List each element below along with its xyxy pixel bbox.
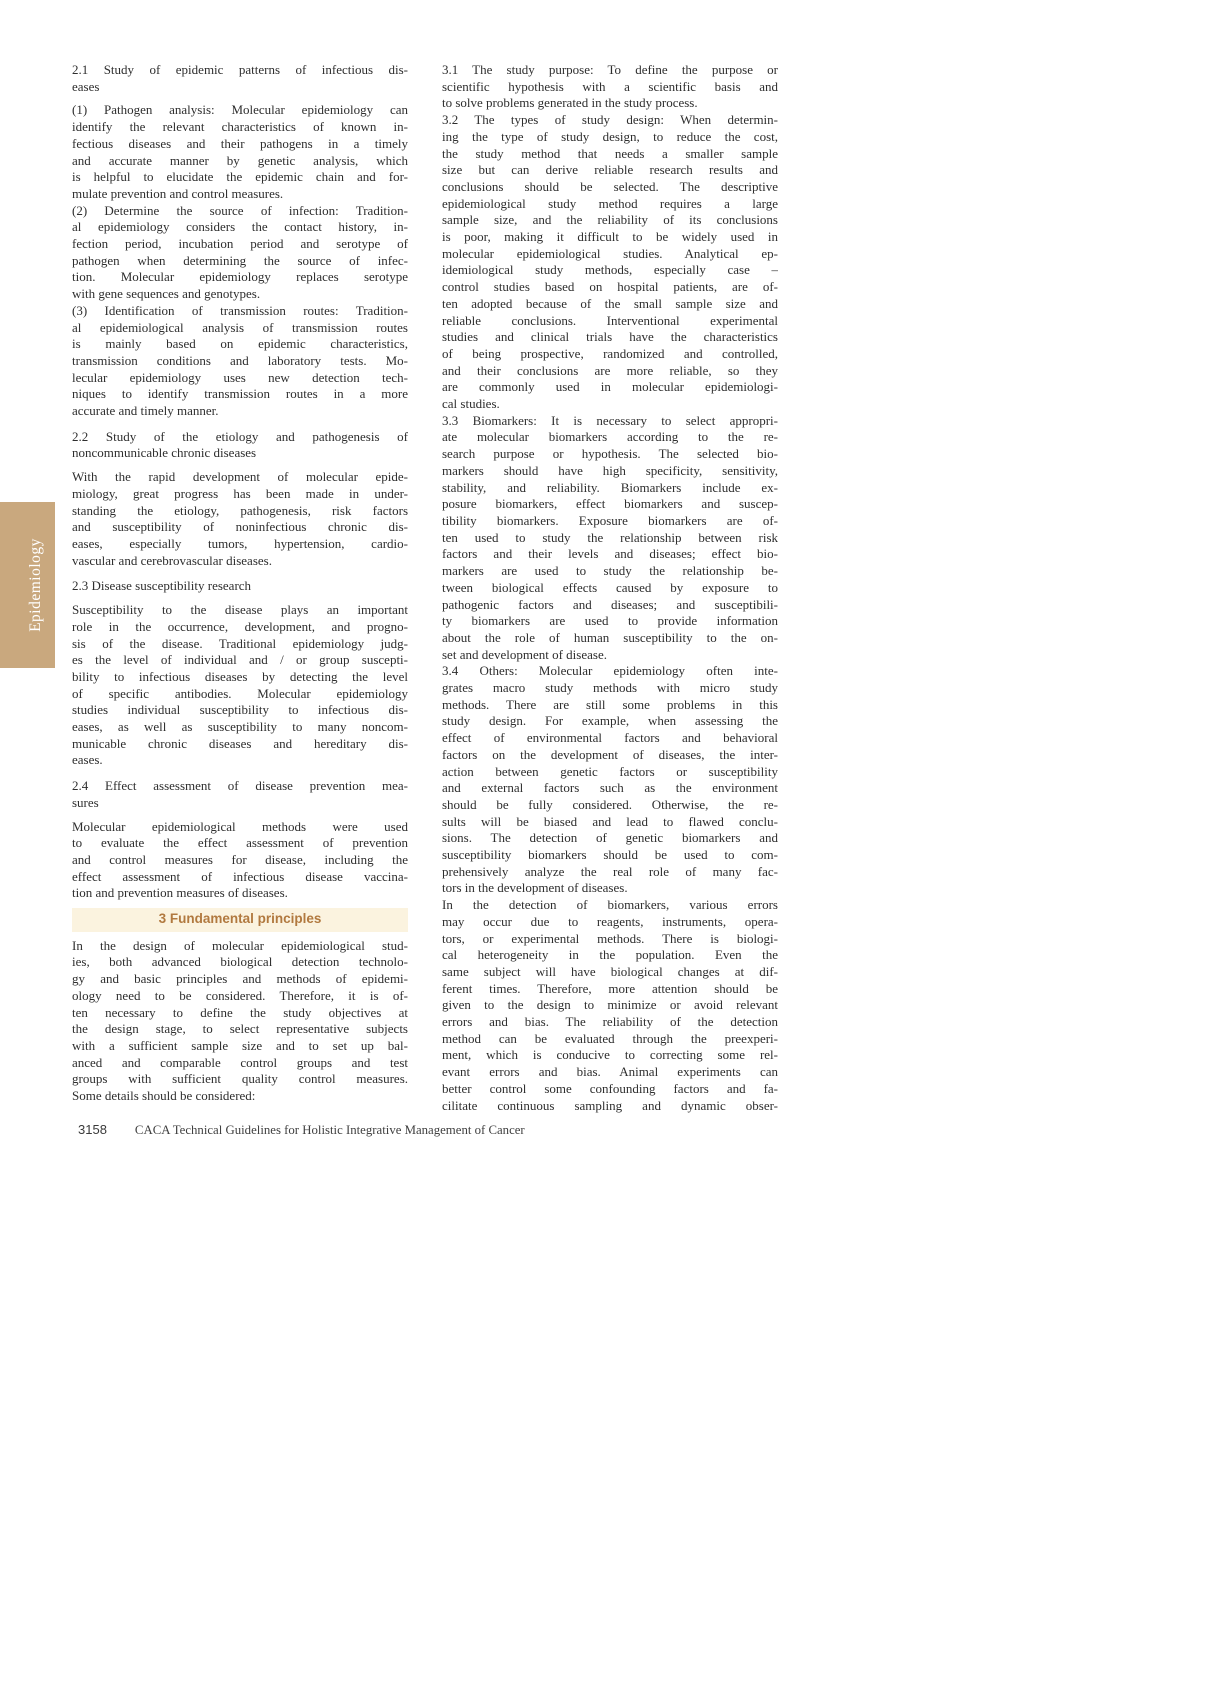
section-heading [72, 908, 408, 932]
text-line: action between genetic factors or susceptibility [442, 763, 778, 779]
text-line: vascular and cerebrovascular diseases. [72, 552, 272, 568]
paragraph [72, 303, 408, 420]
text-line: of being prospective, randomized and controlled, [442, 345, 778, 361]
text-line: ferent times. Therefore, more attention should be [442, 980, 778, 996]
text-line: size but can derive reliable research results and [442, 162, 778, 178]
text-line: al epidemiology considers the contact history, in- [72, 219, 408, 235]
paragraph [72, 938, 408, 1105]
text-line: 2.1 Study of epidemic patterns of infectious dis- [72, 62, 408, 77]
text-line: pathogenic factors and diseases; and susceptibili- [442, 596, 778, 612]
text-line: is helpful to elucidate the epidemic chain and for- [72, 169, 408, 185]
text-line: molecular epidemiological studies. Analytical ep- [442, 245, 778, 261]
text-line: may occur due to reagents, instruments, opera- [442, 913, 778, 929]
text-line: to evaluate the effect assessment of prevention [72, 835, 408, 851]
subsection-heading [72, 578, 408, 595]
text-line: conclusions should be selected. The descriptive [442, 178, 778, 194]
text-line: should be fully considered. Otherwise, the re- [442, 796, 778, 812]
text-line: evant errors and bias. Animal experiments can [442, 1064, 778, 1080]
text-line: standing the etiology, pathogenesis, risk factors [72, 502, 408, 518]
text-line: With the rapid development of molecular epide- [72, 469, 408, 485]
paragraph [72, 602, 408, 769]
text-line: is poor, making it difficult to be widely used in [442, 229, 778, 245]
text-line: 2.4 Effect assessment of disease prevention mea- [72, 778, 408, 794]
text-line: study design. For example, when assessing the [442, 713, 778, 729]
text-line: 3.3 Biomarkers: It is necessary to select appropri- [442, 412, 778, 428]
text-line: mulate prevention and control measures. [72, 185, 284, 201]
text-line: Some details should be considered: [72, 1088, 256, 1104]
text-line: tors, or experimental methods. There is biologi- [442, 930, 778, 946]
page-footer [78, 1121, 525, 1139]
subsection-heading [72, 62, 408, 95]
text-line: about the role of human susceptibility to the on- [442, 629, 778, 645]
paragraph [72, 819, 408, 903]
text-line: prehensively analyze the real role of many fac- [442, 863, 778, 879]
text-line: eases [72, 78, 100, 94]
text-line: ate molecular biomarkers according to the re- [442, 429, 778, 445]
text-line: sis of the disease. Traditional epidemiology judg- [72, 635, 408, 651]
text-line: effect of environmental factors and behavioral [442, 730, 778, 746]
text-line: al epidemiological analysis of transmission routes [72, 319, 408, 335]
text-line: cilitate continuous sampling and dynamic obser- [442, 1097, 778, 1113]
text-line: to solve problems generated in the study process. [442, 95, 698, 111]
text-line: ten adopted because of the small sample size and [442, 295, 778, 311]
text-line: the design stage, to select representative subjects [72, 1021, 408, 1037]
text-line: tion. Molecular epidemiology replaces serotype [72, 269, 408, 285]
text-line: better control some confounding factors and fa- [442, 1080, 778, 1096]
text-line: the study method that needs a smaller sample [442, 145, 778, 161]
text-line: ing the type of study design, to reduce the cost, [442, 128, 778, 144]
text-line: eases, especially tumors, hypertension, cardio- [72, 535, 408, 551]
text-line: 3 Fundamental principles [158, 911, 322, 927]
text-line: In the design of molecular epidemiological stud- [72, 937, 408, 953]
text-line: lecular epidemiology uses new detection tech- [72, 369, 408, 385]
text-line: cal studies. [442, 396, 500, 412]
text-line: and their conclusions are more reliable, so they [442, 362, 778, 378]
text-line: fection period, incubation period and serotype of [72, 236, 408, 252]
text-line: fectious diseases and their pathogens in a timely [72, 135, 408, 151]
footer-running-title: CACA Technical Guidelines for Holistic Integrative Management of Cancer [134, 1123, 525, 1137]
text-line: (2) Determine the source of infection: Tradition- [72, 202, 408, 218]
text-line: stability, and reliability. Biomarkers include ex- [442, 479, 778, 495]
text-line: factors and their levels and diseases; effect bio- [442, 546, 778, 562]
text-line: transmission conditions and laboratory tests. Mo- [72, 352, 408, 368]
text-line: (3) Identification of transmission routes: Tradition- [72, 302, 408, 318]
text-line: and accurate manner by genetic analysis, which [72, 152, 408, 168]
text-line: Susceptibility to the disease plays an important [72, 602, 408, 618]
text-line: ten necessary to define the study objectives at [72, 1004, 408, 1020]
text-line: 3.2 The types of study design: When determin- [442, 112, 778, 128]
text-line: cal heterogeneity in the population. Even the [442, 947, 778, 963]
text-line: 3.4 Others: Molecular epidemiology often inte- [442, 663, 778, 679]
text-line: municable chronic diseases and hereditary dis- [72, 735, 408, 751]
text-line: ty biomarkers are used to provide information [442, 613, 778, 629]
paragraph [442, 897, 778, 1114]
text-line: tibility biomarkers. Exposure biomarkers are of- [442, 512, 778, 528]
text-line: niques to identify transmission routes in a more [72, 386, 408, 402]
text-line: factors on the development of diseases, the inter- [442, 746, 778, 762]
text-line: Molecular epidemiological methods were used [72, 818, 408, 834]
page-content [72, 62, 778, 1114]
text-line: 2.3 Disease susceptibility research [72, 578, 252, 594]
text-line: sample size, and the reliability of its conclusions [442, 212, 778, 228]
text-line: sures [72, 794, 99, 810]
right-column [442, 62, 778, 1114]
text-line: noncommunicable chronic diseases [72, 445, 257, 461]
subsection-heading [72, 778, 408, 811]
text-line: grates macro study methods with micro study [442, 680, 778, 696]
text-line: tion and prevention measures of diseases. [72, 885, 288, 901]
text-line: (1) Pathogen analysis: Molecular epidemiology can [72, 102, 408, 118]
text-line: scientific hypothesis with a scientific basis and [442, 78, 778, 94]
paragraph [442, 413, 778, 664]
text-line: ies, both advanced biological detection technolo- [72, 954, 408, 970]
text-line: with gene sequences and genotypes. [72, 286, 261, 302]
text-line: epidemiological study method requires a large [442, 195, 778, 211]
text-line: miology, great progress has been made in under- [72, 485, 408, 501]
text-line: markers are used to study the relationship be- [442, 563, 778, 579]
text-line: bility to infectious diseases by detecting the level [72, 668, 408, 684]
text-line: pathogen when determining the source of infec- [72, 252, 408, 268]
text-line: 2.2 Study of the etiology and pathogenesis of [72, 428, 408, 444]
text-line: posure biomarkers, effect biomarkers and suscep- [442, 496, 778, 512]
text-line: given to the design to minimize or avoid relevant [442, 997, 778, 1013]
text-line: 3.1 The study purpose: To define the purpose or [442, 62, 778, 77]
text-line: of specific antibodies. Molecular epidemiology [72, 685, 408, 701]
text-line: are commonly used in molecular epidemiologi- [442, 379, 778, 395]
text-line: gy and basic principles and methods of epidemi- [72, 971, 408, 987]
text-line: eases. [72, 752, 103, 768]
text-line: sults will be biased and lead to flawed conclu- [442, 813, 778, 829]
text-line: control studies based on hospital patients, are of- [442, 279, 778, 295]
text-line: search purpose or hypothesis. The selected bio- [442, 446, 778, 462]
text-line: studies individual susceptibility to infectious dis- [72, 702, 408, 718]
text-line: with a sufficient sample size and to set up bal- [72, 1037, 408, 1053]
page-number: 3158 [78, 1122, 107, 1137]
subsection-heading [72, 429, 408, 462]
text-line: methods. There are still some problems in this [442, 696, 778, 712]
paragraph [442, 663, 778, 897]
text-line: set and development of disease. [442, 646, 607, 662]
text-line: tween biological effects caused by exposure to [442, 579, 778, 595]
text-line: and external factors such as the environment [442, 780, 778, 796]
text-line: method can be evaluated through the preexperi- [442, 1030, 778, 1046]
text-line: eases, as well as susceptibility to many noncom- [72, 719, 408, 735]
text-line: accurate and timely manner. [72, 403, 219, 419]
text-line: sions. The detection of genetic biomarkers and [442, 830, 778, 846]
text-line: es the level of individual and / or group suscepti- [72, 652, 408, 668]
chapter-edge-tab [0, 502, 55, 668]
text-line: ology need to be considered. Therefore, it is of- [72, 987, 408, 1003]
text-line: identify the relevant characteristics of known in- [72, 119, 408, 135]
paragraph [72, 102, 408, 202]
left-column [72, 62, 408, 1114]
text-line: effect assessment of infectious disease vaccina- [72, 868, 408, 884]
paragraph [442, 62, 778, 112]
text-line: groups with sufficient quality control measures. [72, 1071, 408, 1087]
text-line: anced and comparable control groups and test [72, 1054, 408, 1070]
paragraph [72, 203, 408, 303]
text-line: tors in the development of diseases. [442, 880, 628, 896]
paragraph [72, 469, 408, 569]
text-line: role in the occurrence, development, and progno- [72, 618, 408, 634]
text-line: susceptibility biomarkers should be used to com- [442, 847, 778, 863]
text-line: ment, which is conducive to correcting some rel- [442, 1047, 778, 1063]
text-line: errors and bias. The reliability of the detection [442, 1014, 778, 1030]
chapter-tab-label: Epidemiology [27, 538, 44, 632]
text-line: idemiological study methods, especially case – [442, 262, 778, 278]
text-line: markers should have high specificity, sensitivity, [442, 462, 778, 478]
text-line: is mainly based on epidemic characteristics, [72, 336, 408, 352]
text-line: In the detection of biomarkers, various errors [442, 897, 778, 913]
text-line: and control measures for disease, including the [72, 851, 408, 867]
text-line: and susceptibility of noninfectious chronic dis- [72, 519, 408, 535]
text-line: ten used to study the relationship between risk [442, 529, 778, 545]
text-line: same subject will have biological changes at dif- [442, 963, 778, 979]
paragraph [442, 112, 778, 413]
text-line: studies and clinical trials have the characteristics [442, 329, 778, 345]
text-line: reliable conclusions. Interventional experimental [442, 312, 778, 328]
